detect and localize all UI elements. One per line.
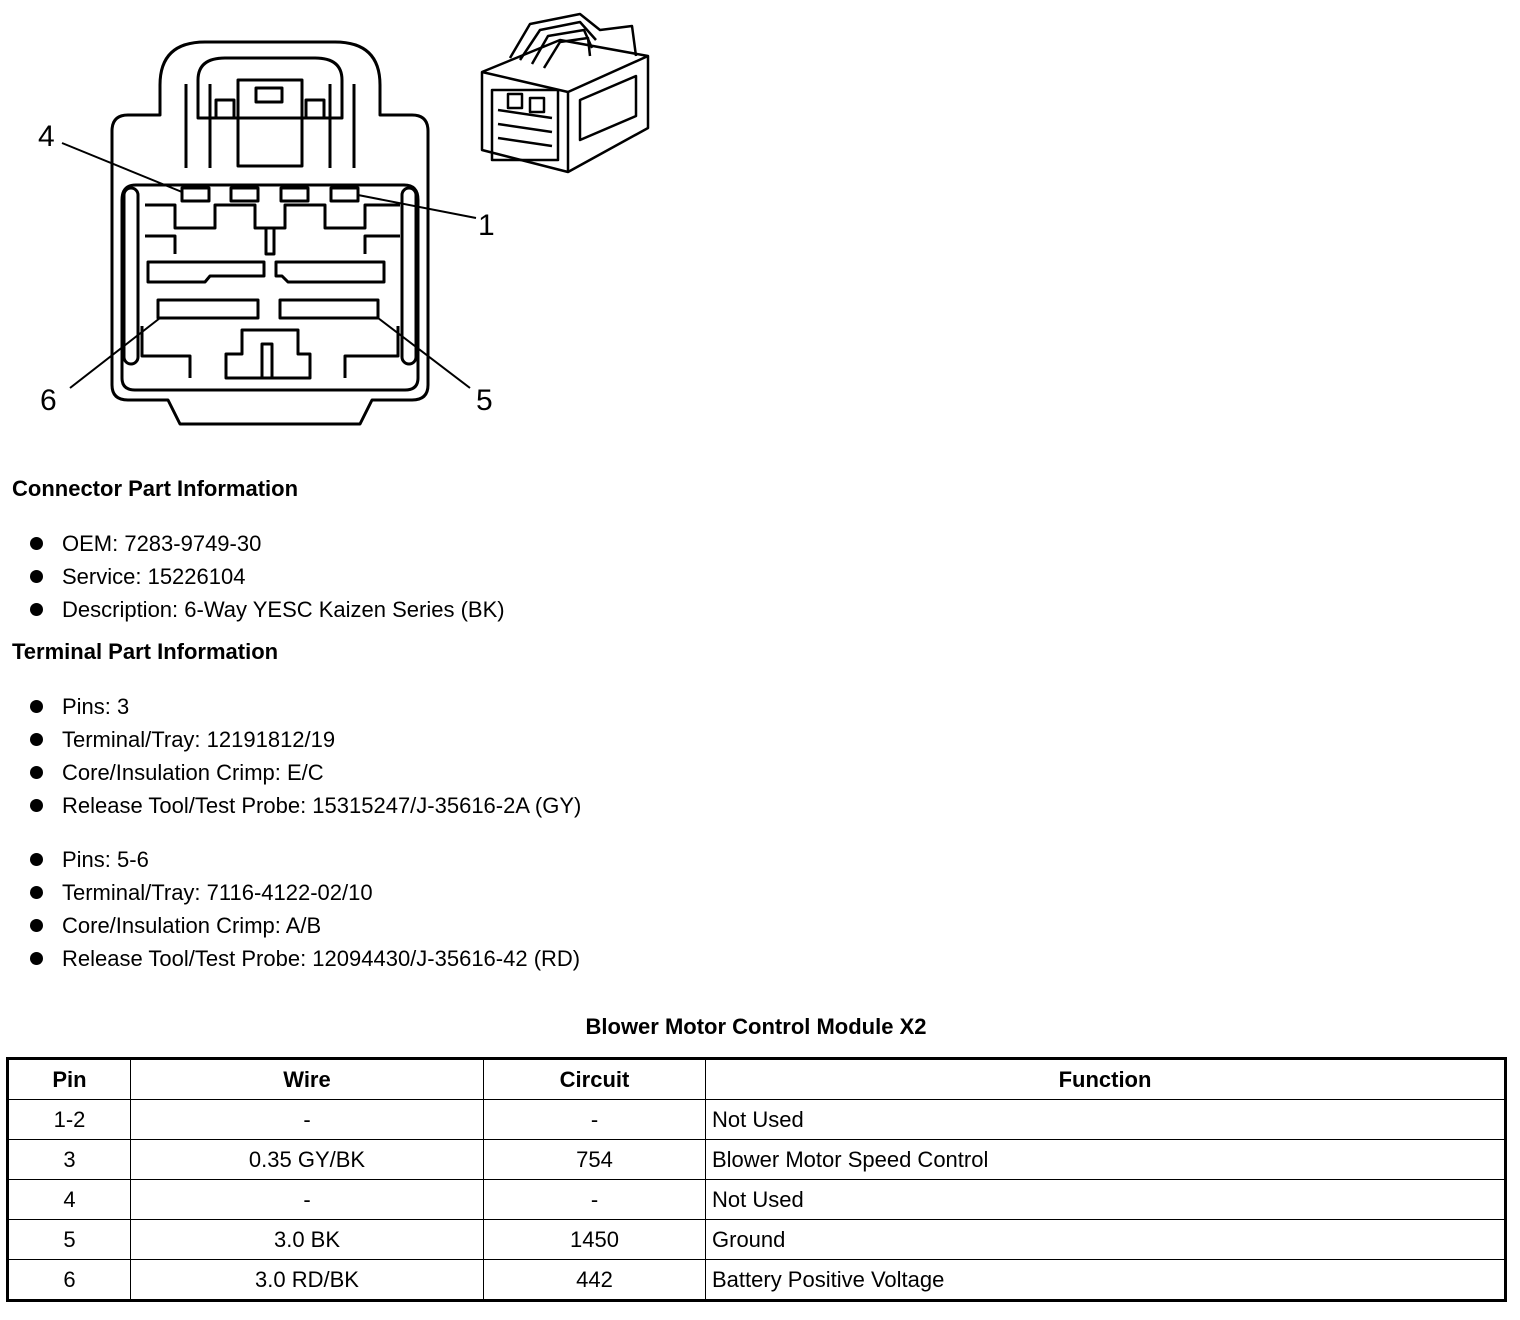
- connector-info-heading: Connector Part Information: [12, 476, 299, 501]
- cell-function: Blower Motor Speed Control: [706, 1140, 1506, 1180]
- pin-label-5: 5: [476, 384, 493, 417]
- cell-circuit: 1450: [484, 1220, 706, 1260]
- cell-wire: -: [131, 1180, 484, 1220]
- table-header-row: [8, 1059, 1506, 1100]
- terminal-info-heading: Terminal Part Information: [12, 639, 279, 664]
- column-header-wire: Wire: [131, 1059, 484, 1100]
- cell-pin: 3: [8, 1140, 131, 1180]
- pin-6-cavity: [158, 300, 258, 318]
- cell-wire: 3.0 BK: [131, 1220, 484, 1260]
- pin-label-6: 6: [40, 384, 57, 417]
- pin-1-cavity: [331, 188, 358, 201]
- cell-circuit: -: [484, 1100, 706, 1140]
- cell-function: Battery Positive Voltage: [706, 1260, 1506, 1301]
- connector-diagram: [0, 0, 700, 440]
- cell-wire: 3.0 RD/BK: [131, 1260, 484, 1301]
- list-item: Release Tool/Test Probe: 12094430/J-35616-42 (RD): [28, 942, 580, 975]
- column-header-circuit: Circuit: [484, 1059, 706, 1100]
- table-row: [8, 1180, 1506, 1220]
- column-header-function: Function: [706, 1059, 1506, 1100]
- cell-wire: -: [131, 1100, 484, 1140]
- pin-2-cavity: [281, 188, 308, 201]
- table-row: [8, 1260, 1506, 1301]
- cell-circuit: -: [484, 1180, 706, 1220]
- list-item: Terminal/Tray: 12191812/19: [28, 723, 581, 756]
- table-title: Blower Motor Control Module X2: [585, 1014, 927, 1039]
- cell-pin: 4: [8, 1180, 131, 1220]
- cell-function: Not Used: [706, 1180, 1506, 1220]
- cell-function: Not Used: [706, 1100, 1506, 1140]
- table-row: [8, 1220, 1506, 1260]
- connector-shell-outline: [112, 42, 428, 424]
- pin-5-cavity: [280, 300, 378, 318]
- terminal-info-group-2: [28, 843, 580, 975]
- list-item: Core/Insulation Crimp: E/C: [28, 756, 581, 789]
- cell-function: Ground: [706, 1220, 1506, 1260]
- list-item: Release Tool/Test Probe: 15315247/J-35616-2A (GY): [28, 789, 581, 822]
- cell-wire: 0.35 GY/BK: [131, 1140, 484, 1180]
- connector-3d-view: [482, 14, 648, 172]
- pin-label-4: 4: [38, 120, 55, 153]
- pinout-table: [6, 1057, 1507, 1302]
- column-header-pin: Pin: [8, 1059, 131, 1100]
- list-item: OEM: 7283-9749-30: [28, 527, 505, 560]
- list-item: Service: 15226104: [28, 560, 505, 593]
- table-row: [8, 1100, 1506, 1140]
- list-item: Core/Insulation Crimp: A/B: [28, 909, 580, 942]
- cell-pin: 6: [8, 1260, 131, 1301]
- cell-pin: 5: [8, 1220, 131, 1260]
- cell-circuit: 442: [484, 1260, 706, 1301]
- table-row: [8, 1140, 1506, 1180]
- pin-label-1: 1: [478, 209, 495, 242]
- connector-cavity-outline: [122, 185, 418, 390]
- list-item: Description: 6-Way YESC Kaizen Series (BK): [28, 593, 505, 626]
- list-item: Pins: 3: [28, 690, 581, 723]
- pin-4-cavity: [182, 188, 209, 201]
- cell-pin: 1-2: [8, 1100, 131, 1140]
- cell-circuit: 754: [484, 1140, 706, 1180]
- list-item: Pins: 5-6: [28, 843, 580, 876]
- list-item: Terminal/Tray: 7116-4122-02/10: [28, 876, 580, 909]
- bottom-key: [226, 330, 310, 378]
- connector-info-list: [28, 527, 505, 626]
- pin-3-cavity: [231, 188, 258, 201]
- terminal-info-group-1: [28, 690, 581, 822]
